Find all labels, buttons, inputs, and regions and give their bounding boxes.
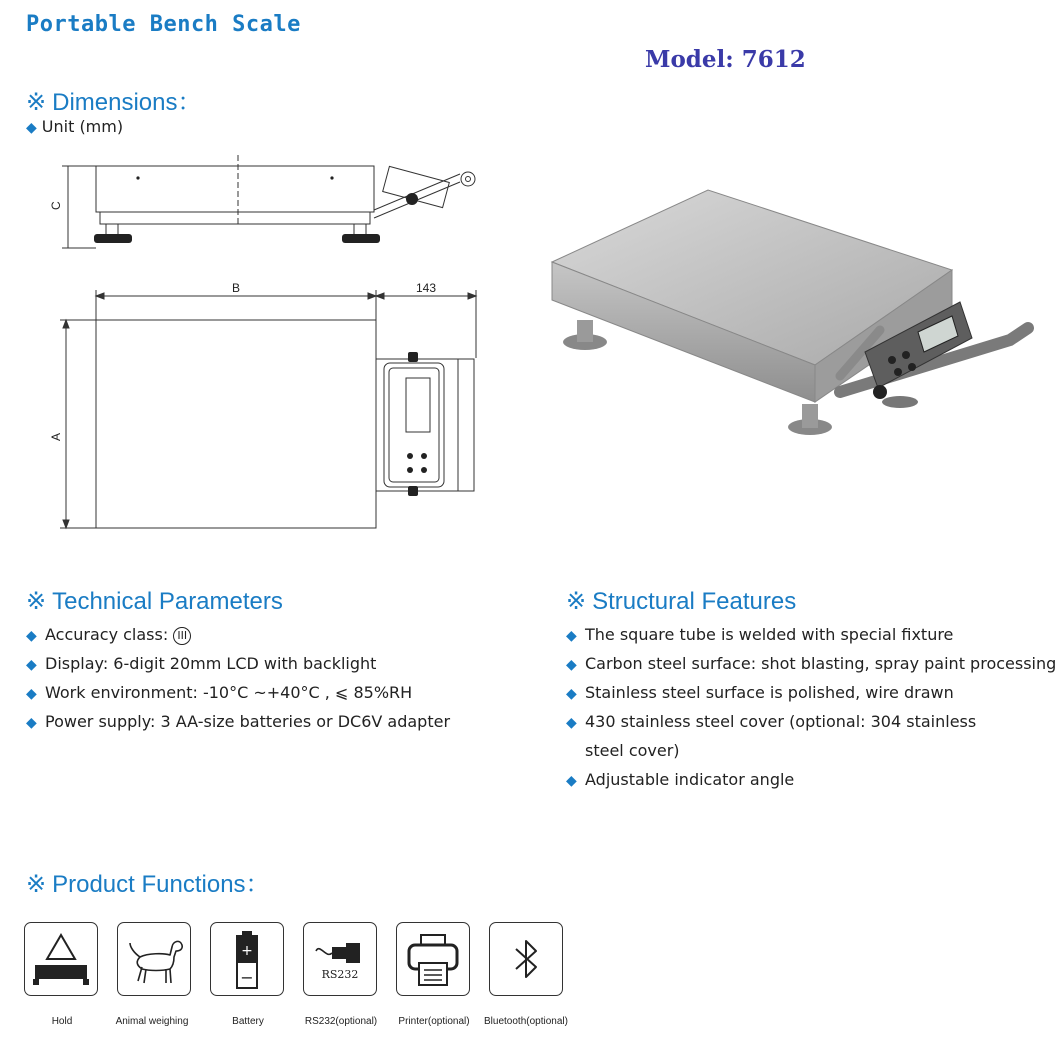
function-label-printer: Printer(optional): [398, 1016, 470, 1027]
list-item: [566, 649, 1056, 678]
function-tile-printer: [396, 922, 470, 996]
svg-text:+: +: [241, 943, 253, 959]
dimensions-heading-text: Dimensions：: [52, 89, 202, 116]
list-item-text: 430 stainless steel cover (optional: 304 stainless: [585, 712, 977, 731]
list-item: [26, 649, 450, 678]
list-item: [566, 678, 1056, 707]
dimension-143-label: 143: [416, 281, 437, 295]
function-tile-battery: [210, 922, 284, 996]
function-label-hold: Hold: [51, 1016, 73, 1027]
diamond-bullet-icon: ◆: [26, 628, 37, 644]
structural-heading-text: Structural Features: [592, 588, 797, 615]
list-item-text: Adjustable indicator angle: [585, 770, 795, 789]
rs232-icon-text: RS232: [321, 968, 359, 981]
rs232-icon: [304, 923, 376, 995]
list-item-continuation: steel cover): [585, 741, 680, 760]
dimensions-heading: [26, 82, 202, 117]
diamond-bullet-icon: ◆: [26, 120, 37, 136]
function-label-battery: Battery: [232, 1016, 264, 1027]
technical-heading-text: Technical Parameters: [52, 588, 283, 615]
diamond-bullet-icon: ◆: [26, 657, 37, 673]
structural-features-heading: [566, 587, 796, 616]
list-item-text: The square tube is welded with special fixture: [585, 625, 954, 644]
diamond-bullet-icon: ◆: [566, 686, 577, 702]
function-tile-animal-weighing: [117, 922, 191, 996]
unit-text: Unit (mm): [41, 117, 124, 136]
unit-note: [26, 117, 123, 136]
dog-icon: [118, 923, 190, 995]
dimension-a-label: A: [49, 432, 63, 441]
bench-scale-product-image: [540, 180, 1040, 450]
reference-mark: ※: [26, 871, 47, 898]
function-label-bluetooth: Bluetooth(optional): [484, 1016, 568, 1027]
reference-mark: ※: [566, 588, 587, 615]
list-item: [566, 765, 1056, 794]
side-view-drawing: [40, 150, 490, 260]
product-functions-heading: [26, 864, 270, 899]
functions-heading-text: Product Functions：: [52, 871, 270, 898]
bluetooth-icon: [490, 923, 562, 995]
printer-icon: [397, 923, 469, 995]
function-label-animal-weighing: Animal weighing: [115, 1016, 189, 1027]
list-item: [26, 678, 450, 707]
model-number: Model: 7612: [645, 46, 806, 73]
technical-parameters-list: [26, 620, 450, 736]
structural-features-list: [566, 620, 1056, 794]
page-title: Portable Bench Scale: [26, 12, 301, 37]
list-item-text: Carbon steel surface: shot blasting, spray paint processing: [585, 654, 1057, 673]
accuracy-class-label: Accuracy class:: [45, 625, 174, 644]
diamond-bullet-icon: ◆: [566, 628, 577, 644]
function-tile-rs232: [303, 922, 377, 996]
function-label-rs232: RS232(optional): [304, 1016, 378, 1027]
diamond-bullet-icon: ◆: [26, 686, 37, 702]
dimension-c-label: C: [49, 201, 63, 210]
diamond-bullet-icon: ◆: [26, 715, 37, 731]
list-item: [26, 620, 450, 649]
diamond-bullet-icon: ◆: [566, 657, 577, 673]
list-item: [566, 707, 1056, 736]
function-tile-bluetooth: [489, 922, 563, 996]
list-item-text: Display: 6-digit 20mm LCD with backlight: [45, 654, 377, 673]
hold-icon: [25, 923, 97, 995]
diamond-bullet-icon: ◆: [566, 773, 577, 789]
accuracy-class-symbol: III: [173, 627, 191, 645]
list-item-text: Stainless steel surface is polished, wire drawn: [585, 683, 954, 702]
function-tile-hold: [24, 922, 98, 996]
list-item-text: Work environment: -10°C ~+40°C , ⩽ 85%RH: [45, 683, 413, 702]
reference-mark: ※: [26, 588, 47, 615]
list-item: [26, 707, 450, 736]
top-view-drawing: [40, 278, 490, 538]
list-item-text: Power supply: 3 AA-size batteries or DC6V adapter: [45, 712, 451, 731]
diamond-bullet-icon: ◆: [566, 715, 577, 731]
battery-icon: [211, 923, 283, 995]
reference-mark: ※: [26, 89, 47, 116]
dimension-b-label: B: [232, 281, 241, 295]
svg-text:−: −: [240, 968, 254, 987]
technical-parameters-heading: [26, 587, 283, 616]
list-item: [566, 620, 1056, 649]
